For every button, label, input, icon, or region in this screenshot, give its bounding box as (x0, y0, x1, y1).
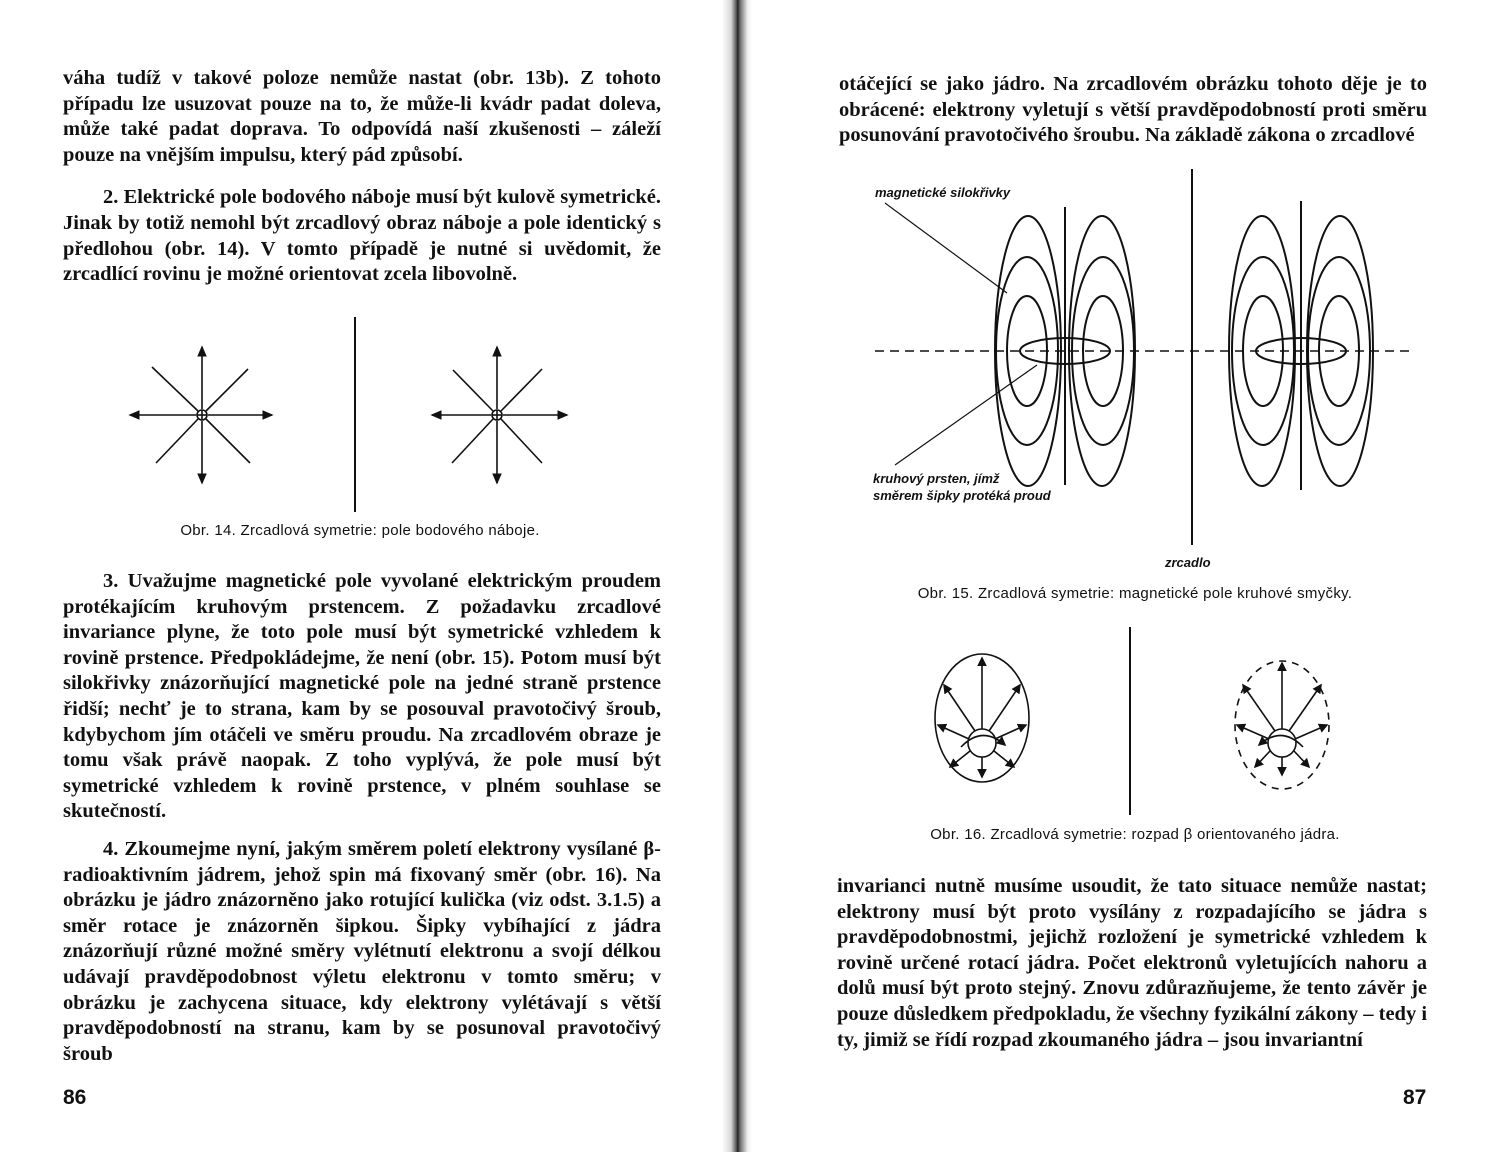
left-paragraph-4: 4. Zkoumejme nyní, jakým směrem poletí elektrony vysílané β-radioaktivním jádrem, jehož spin má fixovaný směr (obr. 16). Na obrázku je jádro znázorněno jako rotující kulička (viz odst. 3.1.5) a směr rotace je znázorněn šipkou. Šipky vybíhající z jádra znázorňují různé možné směry vylétnutí elektronu a svojí délkou udávají pravděpodobnost výletu elektronu v tomto směru; v obrázku je zachycena situace, kdy elektrony vylétávají s větší pravděpodobností na stranu, kam by se posunoval pravotočivý šroub (63, 837, 661, 1065)
figure-14-drawing (120, 315, 600, 515)
figure-14 (120, 315, 600, 515)
left-paragraph-2: 2. Elektrické pole bodového náboje musí být kulově symetrické. Jinak by totiž nemohl být zrcadlový obraz náboje a pole identický s předlohou (obr. 14). V tomto případě je nutné si uvědomit, že zrcadlící rovinu je možné orientovat zcela libovolně. (63, 186, 661, 286)
left-page-number: 86 (63, 1086, 87, 1109)
left-text-top (63, 66, 661, 288)
figure-16-drawing (925, 625, 1345, 825)
right-paragraph-2: invarianci nutně musíme usoudit, že tato situace nemůže nastat; elektrony musí být proto vysílány z rozpadajícího se jádra s pravděpodobnostmi, jejichž rozložení je symetrické vzhledem k rovině určené rotací jádra. Počet elektronů vyletujících nahoru a dolů musí být proto stejný. Znovu zdůrazňujeme, že tento závěr je pouze důsledkem předpokladu, že všechny fyzikální zákony – tedy i ty, jimiž se řídí rozpad zkoumaného jádra – jsou invariantní (837, 875, 1428, 1051)
point-charge-left (130, 347, 272, 483)
figure-16-caption: Obr. 16. Zrcadlová symetrie: rozpad β orientovaného jádra. (930, 826, 1340, 843)
right-page (745, 0, 1506, 1152)
loop-right (1229, 201, 1373, 490)
right-paragraph-1: otáčející se jako jádro. Na zrcadlovém obrázku tohoto děje je to obrácené: elektrony vyletují s větší pravděpodobností proti směru posunování pravotočivého šroubu. Na základě zákona o zrcadlové (839, 73, 1427, 147)
right-text-bottom (837, 874, 1427, 1053)
nucleus-left (935, 654, 1029, 782)
figure-16 (925, 625, 1345, 825)
label-field-lines: magnetické silokřivky (875, 185, 1011, 200)
label-ring-2: směrem šipky protéká proud (873, 488, 1051, 503)
figure-14-caption: Obr. 14. Zrcadlová symetrie: pole bodového náboje. (180, 522, 540, 539)
left-text-bottom (63, 569, 661, 1067)
right-text-top (839, 72, 1427, 149)
label-mirror: zrcadlo (1165, 555, 1211, 570)
point-charge-right (432, 347, 567, 483)
figure-15 (865, 165, 1425, 575)
loop-left (995, 207, 1135, 486)
right-page-number: 87 (1403, 1086, 1427, 1109)
left-paragraph-3: 3. Uvažujme magnetické pole vyvolané elektrickým proudem protékajícím kruhovým prstencem. Z požadavku zrcadlové invariance plyne, že toto pole musí být symetrické vzhledem k rovině prstence. Předpokládejme, že není (obr. 15). Potom musí být silokřivky znázorňující magnetické pole na jedné straně prstence řidší; nechť je to strana, kam by se posouval pravotočivý šroub, kdybychom jím otáčeli ve směru proudu. Na zrcadlovém obraze je tomu však právě naopak. Z toho vyplývá, že pole musí být symetrické vzhledem k rovině prstence, v plném souhlase se skutečností. (63, 570, 661, 823)
figure-15-drawing (865, 165, 1425, 575)
nucleus-right (1235, 661, 1329, 789)
figure-15-caption: Obr. 15. Zrcadlová symetrie: magnetické pole kruhové smyčky. (917, 585, 1353, 602)
left-page (0, 0, 735, 1152)
left-paragraph-1: váha tudíž v takové poloze nemůže nastat (obr. 13b). Z tohoto případu lze usuzovat pouze na to, že může-li kvádr padat doleva, může také padat doprava. To odpovídá naší zkušenosti – záleží pouze na vnějším impulsu, který pád způsobí. (63, 67, 661, 166)
label-ring-1: kruhový prsten, jímž (873, 471, 1000, 486)
